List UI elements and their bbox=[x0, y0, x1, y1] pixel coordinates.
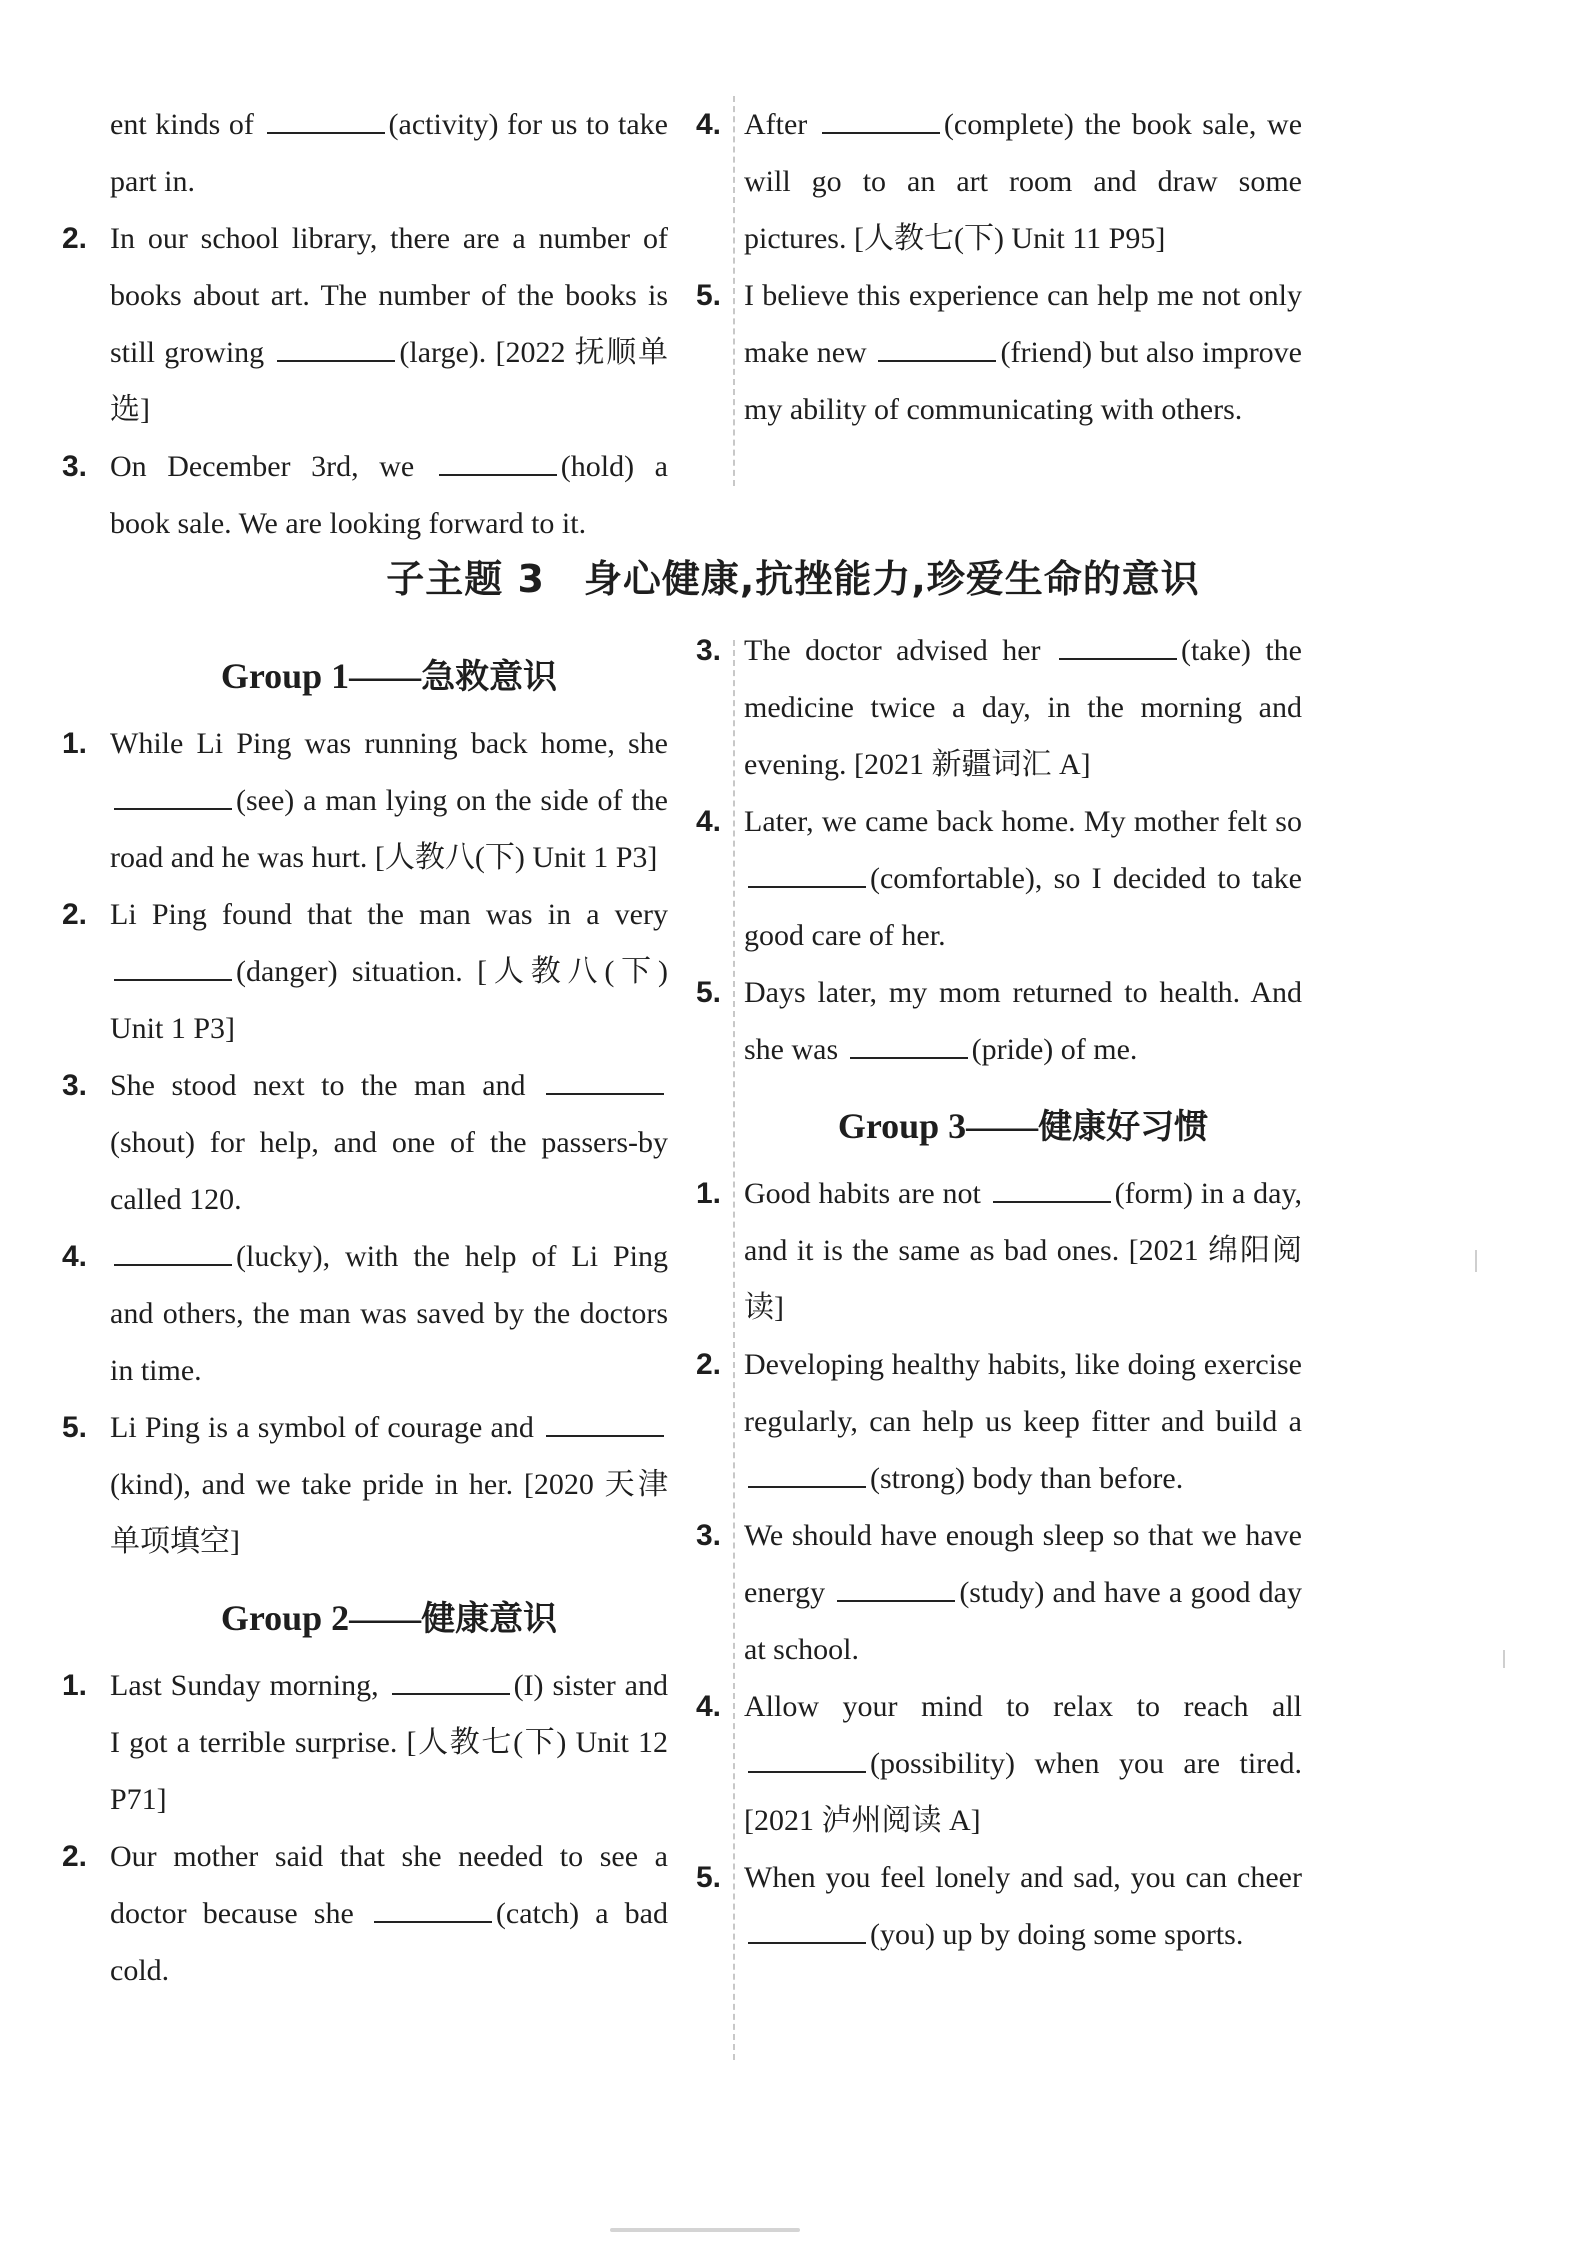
question-item bbox=[62, 886, 668, 1057]
group-title-en: Group 1—— bbox=[220, 656, 422, 696]
question-number: 2. bbox=[696, 1348, 722, 1381]
question-number: 1. bbox=[62, 727, 88, 760]
question-item bbox=[696, 1678, 1302, 1849]
question-number: 4. bbox=[696, 805, 722, 838]
answer-blank[interactable] bbox=[748, 862, 866, 888]
answer-blank[interactable] bbox=[546, 1411, 664, 1437]
answer-blank[interactable] bbox=[114, 955, 232, 981]
question-number: 5. bbox=[696, 976, 722, 1009]
question-text: Li Ping is a symbol of courage and bbox=[110, 1411, 542, 1444]
question-number: 3. bbox=[62, 1069, 88, 1102]
question-item bbox=[62, 715, 668, 886]
question-item bbox=[62, 1228, 668, 1399]
group-title-en: Group 3—— bbox=[837, 1106, 1039, 1146]
group-title-cn: 急救意识 bbox=[421, 657, 558, 697]
question-text: (kind), and we take pride in her. [2020 天津单项填空] bbox=[110, 1468, 668, 1558]
question-text: (study) and have a good day at school. bbox=[744, 1576, 1302, 1666]
scan-speck bbox=[1503, 1650, 1505, 1668]
question-item bbox=[696, 96, 1303, 267]
question-text: (activity) for us to take part in. bbox=[110, 108, 668, 198]
answer-blank[interactable] bbox=[114, 1240, 232, 1266]
question-number: 1. bbox=[696, 1177, 722, 1210]
question-text: (possibility) when you are tired. [2021 泸州阅读 A] bbox=[744, 1747, 1302, 1837]
answer-blank[interactable] bbox=[439, 450, 557, 476]
question-text: ent kinds of bbox=[110, 108, 263, 141]
question-number: 1. bbox=[62, 1669, 88, 1702]
question-text: (hold) a book sale. We are looking forward to it. bbox=[110, 450, 668, 540]
question-item bbox=[696, 622, 1302, 793]
question-text: Days later, my mom returned to health. And she was bbox=[744, 976, 1302, 1066]
scan-speck bbox=[1475, 1250, 1477, 1272]
question-number: 3. bbox=[696, 1519, 722, 1552]
answer-blank[interactable] bbox=[850, 1033, 968, 1059]
answer-blank[interactable] bbox=[878, 336, 996, 362]
question-number: 4. bbox=[696, 108, 722, 141]
question-item bbox=[696, 1336, 1302, 1507]
question-text: (large). [2022 抚顺单选] bbox=[110, 336, 668, 426]
question-item bbox=[62, 210, 668, 438]
column-divider-top bbox=[733, 96, 735, 486]
question-item bbox=[62, 1057, 668, 1228]
group-title-cn: 健康意识 bbox=[421, 1599, 558, 1639]
question-item bbox=[696, 267, 1302, 438]
question-text: She stood next to the man and bbox=[110, 1069, 542, 1102]
question-item bbox=[696, 1165, 1302, 1336]
question-number: 4. bbox=[62, 1240, 88, 1273]
question-text: (strong) body than before. bbox=[870, 1462, 1184, 1495]
question-text: (you) up by doing some sports. bbox=[870, 1918, 1244, 1951]
question-number: 5. bbox=[62, 1411, 88, 1444]
question-number: 4. bbox=[696, 1690, 722, 1723]
answer-blank[interactable] bbox=[546, 1069, 664, 1095]
answer-blank[interactable] bbox=[392, 1669, 510, 1695]
answer-blank[interactable] bbox=[114, 784, 232, 810]
subtopic-title: 子主题 3 身心健康,抗挫能力,珍爱生命的意识 bbox=[386, 557, 1200, 601]
question-text: Last Sunday morning, bbox=[110, 1669, 388, 1702]
question-item bbox=[696, 1507, 1302, 1678]
question-text: While Li Ping was running back home, she bbox=[110, 727, 668, 760]
question-number: 3. bbox=[696, 634, 722, 667]
question-item bbox=[62, 1828, 668, 1999]
question-text: Our mother said that she needed to see a doctor because she bbox=[110, 1840, 668, 1930]
answer-blank[interactable] bbox=[748, 1918, 866, 1944]
question-text: (danger) situation. [人教八(下) Unit 1 P3] bbox=[110, 955, 668, 1045]
question-text: (shout) for help, and one of the passers-by called 120. bbox=[110, 1126, 668, 1216]
question-text: (catch) a bad cold. bbox=[110, 1897, 668, 1987]
group-3-heading bbox=[744, 1096, 1302, 1157]
question-number: 2. bbox=[62, 1840, 88, 1873]
question-item bbox=[696, 964, 1302, 1078]
question-number: 3. bbox=[62, 450, 88, 483]
column-divider-bottom bbox=[733, 640, 735, 2060]
answer-blank[interactable] bbox=[748, 1462, 866, 1488]
group-title-en: Group 2—— bbox=[220, 1598, 422, 1638]
question-text: Later, we came back home. My mother felt so bbox=[744, 805, 1302, 838]
question-number: 2. bbox=[62, 222, 88, 255]
question-text: (friend) but also improve my ability of communicating with others. bbox=[744, 336, 1302, 426]
question-text: (I) sister and I got a terrible surprise. [人教七(下) Unit 12 P71] bbox=[110, 1669, 668, 1816]
question-text: (see) a man lying on the side of the road and he was hurt. [人教八(下) Unit 1 P3] bbox=[110, 784, 668, 874]
question-number: 5. bbox=[696, 279, 722, 312]
question-text: On December 3rd, we bbox=[110, 450, 435, 483]
left-column-bottom bbox=[62, 628, 668, 1999]
question-text: (pride) of me. bbox=[971, 1033, 1138, 1066]
answer-blank[interactable] bbox=[277, 336, 395, 362]
question-text: (form) in a day, and it is the same as bad ones. [2021 绵阳阅读] bbox=[744, 1177, 1302, 1324]
answer-blank[interactable] bbox=[837, 1576, 955, 1602]
right-column-top bbox=[696, 96, 1303, 438]
question-text: (lucky), with the help of Li Ping and others, the man was saved by the doctors in time. bbox=[110, 1240, 668, 1387]
question-item bbox=[62, 1399, 668, 1570]
question-text: Li Ping found that the man was in a very bbox=[110, 898, 668, 931]
question-item bbox=[62, 438, 668, 552]
question-text: Allow your mind to relax to reach all bbox=[744, 1690, 1302, 1723]
question-number: 5. bbox=[696, 1861, 722, 1894]
question-text: After bbox=[744, 108, 818, 141]
answer-blank[interactable] bbox=[822, 108, 940, 134]
answer-blank[interactable] bbox=[374, 1897, 492, 1923]
answer-blank[interactable] bbox=[1059, 634, 1177, 660]
question-text: I believe this experience can help me not only make new bbox=[744, 279, 1302, 369]
group-title-cn: 健康好习惯 bbox=[1038, 1107, 1209, 1147]
scan-smudge bbox=[610, 2228, 800, 2232]
question-item bbox=[110, 96, 668, 210]
question-text: (comfortable), so I decided to take good care of her. bbox=[744, 862, 1302, 952]
question-text: When you feel lonely and sad, you can cheer bbox=[744, 1861, 1302, 1894]
question-text: The doctor advised her bbox=[744, 634, 1055, 667]
question-text: Good habits are not bbox=[744, 1177, 989, 1210]
question-text: In our school library, there are a number of books about art. The number of the books is still growing bbox=[110, 222, 668, 369]
question-text: Developing healthy habits, like doing exercise regularly, can help us keep fitter and build a bbox=[744, 1348, 1302, 1438]
answer-blank[interactable] bbox=[993, 1177, 1111, 1203]
group-2-heading bbox=[110, 1588, 668, 1649]
question-number: 2. bbox=[62, 898, 88, 931]
question-item bbox=[62, 1657, 668, 1828]
question-item bbox=[696, 1849, 1302, 1963]
left-column-top bbox=[62, 96, 668, 552]
question-text: (take) the medicine twice a day, in the morning and evening. [2021 新疆词汇 A] bbox=[744, 634, 1302, 781]
question-text: (complete) the book sale, we will go to an art room and draw some pictures. [人教七(下) Unit 11 P95] bbox=[744, 108, 1303, 255]
group-1-heading bbox=[110, 646, 668, 707]
question-item bbox=[696, 793, 1302, 964]
answer-blank[interactable] bbox=[748, 1747, 866, 1773]
question-text: We should have enough sleep so that we have energy bbox=[744, 1519, 1302, 1609]
answer-blank[interactable] bbox=[267, 108, 385, 134]
right-column-bottom bbox=[696, 622, 1302, 1963]
